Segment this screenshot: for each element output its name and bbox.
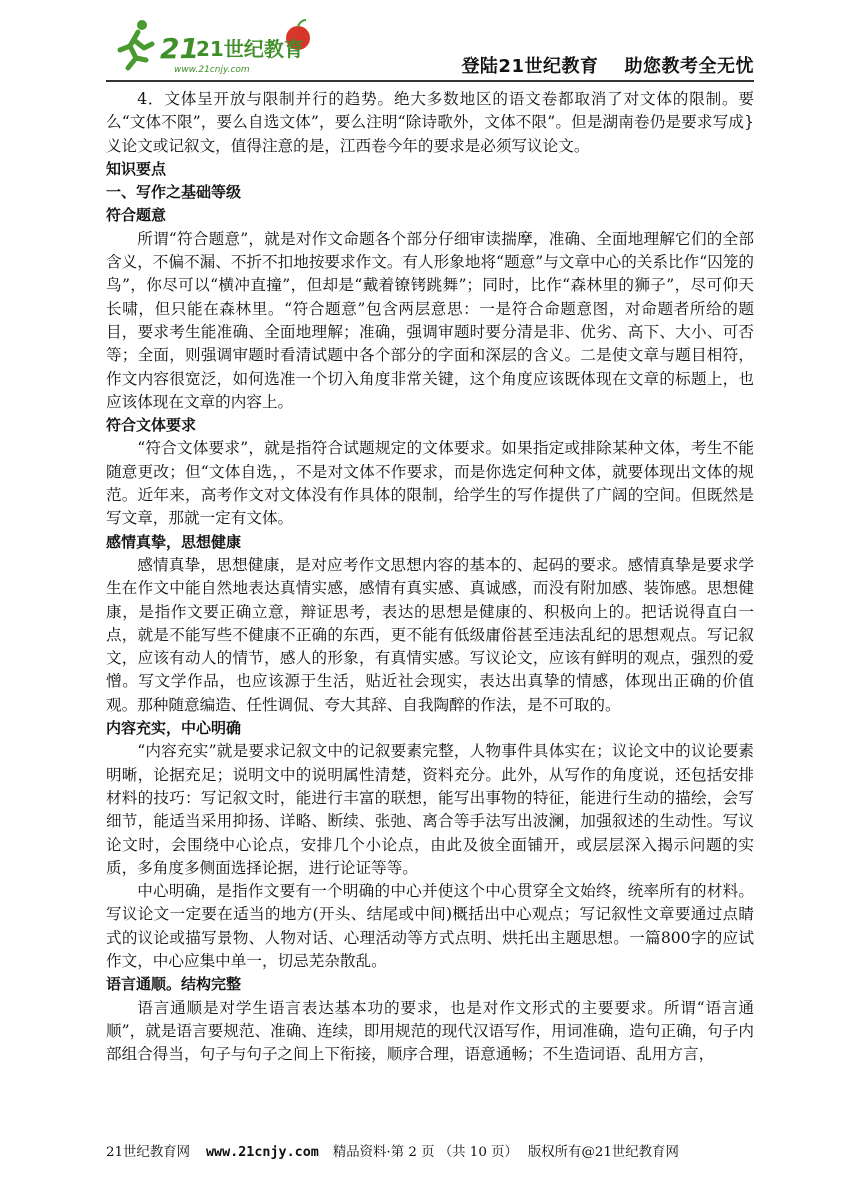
paragraph: “符合文体要求”，就是指符合试题规定的文体要求。如果指定或排除某种文体，考生不能随意更改；但“文体自选，，不是对文体不作要求，而是你选定何种文体，就要体现出文体的规范。近年来，高考作文对文体没有作具体的限制，给学生的写作提供了广阔的空间。但既然是写文章，那就一定有文体。 bbox=[106, 439, 754, 528]
heading-ganqing: 感情真挚，思想健康 bbox=[106, 532, 242, 551]
paragraph: 4．文体呈开放与限制并行的趋势。绝大多数地区的语文卷都取消了对文体的限制。要么“文体不限”，要么自选文体”，要么注明“除诗歌外，文体不限”。但是湖南卷仍是要求写成}义论文或记叙文，值得注意的是，江西卷今年的要求是必须写议论文。 bbox=[106, 90, 754, 155]
footer-url[interactable]: www.21cnjy.com bbox=[206, 1145, 319, 1160]
page-footer bbox=[106, 1141, 679, 1160]
header-rule bbox=[106, 80, 754, 82]
document-body bbox=[106, 88, 754, 1066]
paragraph: 中心明确，是指作文要有一个明确的中心并使这个中心贯穿全文始终，统率所有的材料。写议论文一定要在适当的地方(开头、结尾或中间)概括出中心观点；写记叙性文章要通过点睛式的议论或描写景物、人物对话、心理活动等方式点明、烘托出主题思想。一篇800字的应试作文，中心应集中单一，切忌芜杂散乱。 bbox=[106, 882, 754, 970]
21cnjy-logo bbox=[112, 14, 312, 76]
heading-fuhe-tiyi: 符合题意 bbox=[106, 206, 167, 225]
footer-page-info: 精品资料·第 2 页 （共 10 页） bbox=[332, 1145, 518, 1160]
slogan-left: 登陆21世纪教育 bbox=[461, 56, 599, 77]
paragraph: 语言通顺是对学生语言表达基本功的要求，也是对作文形式的主要要求。所谓“语言通顺”，就是语言要规范、准确、连续，即用规范的现代汉语写作，用词准确，造句正确，句子内部组合得当，句子与句子之间上下衔接，顺序合理，语意通畅；不生造词语、乱用方言， bbox=[106, 998, 754, 1064]
paragraph: 感情真挚，思想健康，是对应考作文思想内容的基本的、起码的要求。感情真挚是要求学生在作文中能自然地表达真情实感，感情有真实感、真诚感，而没有附加感、装饰感。思想健康，是指作文要正确立意，辩证思考，表达的思想是健康的、积极向上的。把话说得直白一点，就是不能写些不健康不正确的东西，更不能有低级庸俗甚至违法乱纪的思想观点。写记叙文，应该有动人的情节，感人的形象，有真情实感。写议论文，应该有鲜明的观点，强烈的爱憎。写文学作品，也应该源于生活，贴近社会现实，表达出真挚的情感，体现出正确的价值观。那种随意编造、任性调侃、夸大其辞、自我陶醉的作法，是不可取的。 bbox=[106, 555, 754, 714]
paragraph: “内容充实”就是要求记叙文中的记叙要素完整，人物事件具体实在；议论文中的议论要素明晰，论据充足；说明文中的说明属性清楚，资料充分。此外，从写作的角度说，还包括安排材料的技巧：写记叙文时，能进行丰富的联想，能写出事物的特征，能进行生动的描绘，会写细节，能适当采用抑扬、详略、断续、张弛、离合等手法写出波澜，加强叙述的生动性。写议论文时，会围绕中心论点，安排几个小论点，由此及彼全面铺开，或层层深入揭示问题的实质，多角度多侧面选择论据，进行论证等等。 bbox=[106, 742, 754, 877]
heading-knowledge: 知识要点 bbox=[106, 159, 167, 178]
logo-text: 21世纪教育 bbox=[196, 37, 304, 61]
paragraph: 所谓“符合题意”，就是对作文命题各个部分仔细审读揣摩，准确、全面地理解它们的全部含义，不偏不漏、不折不扣地按要求作文。有人形象地将“题意”与文章中心的关系比作“囚笼的鸟”，你尽可以“横冲直撞”，但却是“戴着镣铐跳舞”；同时，比作“森林里的狮子”，尽可仰天长啸，但只能在森林里。“符合题意”包含两层意思：一是符合命题意图，对命题者所给的题目，要求考生能准确、全面地理解；准确，强调审题时要分清是非、优劣、高下、大小、可否等；全面，则强调审题时看清试题中各个部分的字面和深层的含义。二是使文章与题目相符，作文内容很宽泛，如何选准一个切入角度非常关键，这个角度应该既体现在文章的标题上，也应该体现在文章的内容上。 bbox=[106, 229, 754, 411]
heading-yuyan: 语言通顺。结构完整 bbox=[106, 975, 242, 994]
heading-section-1: 一、写作之基础等级 bbox=[106, 183, 242, 202]
heading-neirong: 内容充实，中心明确 bbox=[106, 719, 242, 738]
svg-text:21: 21 bbox=[160, 32, 199, 65]
header-slogan bbox=[461, 52, 754, 78]
heading-wenti: 符合文体要求 bbox=[106, 416, 197, 435]
logo-url: www.21cnjy.com bbox=[174, 65, 250, 75]
footer-site: 21世纪教育网 bbox=[106, 1145, 190, 1160]
slogan-right: 助您教考全无忧 bbox=[624, 56, 754, 77]
footer-copyright: 版权所有@21世纪教育网 bbox=[527, 1145, 679, 1160]
page-header bbox=[0, 0, 860, 85]
